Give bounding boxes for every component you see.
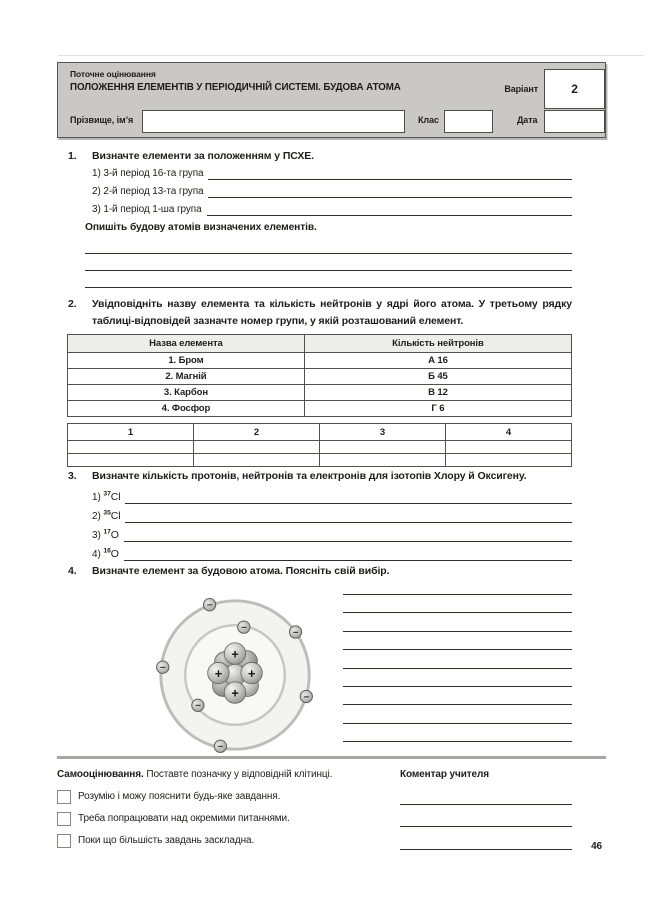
task-1-number: 1. <box>68 150 77 162</box>
answer-grid-cell[interactable] <box>68 441 194 454</box>
plus-icon: + <box>214 666 223 681</box>
task-1-item-text: 3) 1-й період 1-ша група <box>92 204 202 215</box>
task-3-item <box>92 545 572 564</box>
answer-ruled-line[interactable] <box>85 271 572 288</box>
minus-icon: − <box>206 600 213 612</box>
task-3-item <box>92 507 572 526</box>
matching-table-col2-header: Кількість нейтронів <box>304 335 571 353</box>
element-symbol: Cl <box>110 491 121 503</box>
item-prefix: 2) <box>92 511 101 522</box>
answer-grid-cell[interactable] <box>446 441 572 454</box>
variant-value-box <box>544 69 605 109</box>
answer-ruled-line[interactable] <box>343 586 572 595</box>
neutrons-cell: А 16 <box>304 353 571 369</box>
answer-grid-cell[interactable] <box>320 441 446 454</box>
name-label: Прізвище, ім’я <box>70 115 134 125</box>
element-symbol: Cl <box>110 510 121 522</box>
task-1-subtitle: Опишіть будову атомів визначених елементів. <box>85 222 317 233</box>
answer-grid-cell[interactable] <box>446 454 572 467</box>
worksheet-title: ПОЛОЖЕННЯ ЕЛЕМЕНТІВ У ПЕРІОДИЧНІЙ СИСТЕМІ. БУДОВА АТОМА <box>70 82 401 93</box>
section-divider <box>57 756 606 759</box>
minus-icon: − <box>195 700 201 712</box>
item-prefix: 3) <box>92 530 101 541</box>
element-cell: 4. Фосфор <box>68 401 305 417</box>
answer-ruled-line[interactable] <box>343 613 572 631</box>
answer-grid-header: 4 <box>446 424 572 441</box>
answer-blank-line[interactable] <box>124 545 572 561</box>
electron <box>157 661 169 674</box>
plus-icon: + <box>231 647 239 662</box>
electron <box>289 626 301 639</box>
page-number: 46 <box>591 841 602 852</box>
answer-ruled-line[interactable] <box>85 254 572 271</box>
self-assessment <box>57 768 387 856</box>
task-1-item <box>92 201 572 219</box>
answer-grid-header: 2 <box>194 424 320 441</box>
neutrons-cell: Г 6 <box>304 401 571 417</box>
answer-ruled-line[interactable] <box>343 632 572 650</box>
variant-value: 2 <box>571 82 578 96</box>
atom-diagram-svg <box>142 592 328 758</box>
task-1-item <box>92 183 572 201</box>
minus-icon: − <box>292 627 299 639</box>
electron <box>300 690 312 703</box>
task-2-number: 2. <box>68 298 77 310</box>
minus-icon: − <box>217 741 224 753</box>
element-symbol: O <box>110 548 119 560</box>
task-3-item <box>92 526 572 545</box>
name-input-box[interactable] <box>142 110 405 133</box>
teacher-comment-line[interactable] <box>400 782 572 805</box>
answer-grid <box>67 423 572 467</box>
minus-icon: − <box>240 622 247 634</box>
mass-number: 37 <box>103 490 111 498</box>
task-2 <box>57 296 572 467</box>
answer-ruled-line[interactable] <box>343 595 572 613</box>
task-1-item <box>92 165 572 183</box>
self-assessment-option <box>57 812 387 828</box>
electron <box>203 599 215 612</box>
table-row <box>68 353 572 369</box>
matching-table <box>67 334 572 417</box>
assessment-type-label: Поточне оцінювання <box>70 69 156 79</box>
minus-icon: − <box>159 662 166 674</box>
self-assessment-option <box>57 790 387 806</box>
neutrons-cell: В 12 <box>304 385 571 401</box>
task-4-number: 4. <box>68 565 77 577</box>
answer-grid-cell[interactable] <box>194 441 320 454</box>
task-1-answer-lines <box>85 237 572 288</box>
date-label: Дата <box>517 115 538 125</box>
task-3-item <box>92 488 572 507</box>
teacher-comment-line[interactable] <box>400 805 572 828</box>
option-label: Розумію і можу пояснити будь-яке завдання. <box>78 791 281 802</box>
plus-icon: + <box>231 686 239 701</box>
checkbox[interactable] <box>57 812 71 826</box>
date-input-box[interactable] <box>544 110 605 133</box>
task-1 <box>57 148 572 288</box>
item-prefix: 4) <box>92 549 101 560</box>
task-4-title: Визначте елемент за будовою атома. Поясніть свій вибір. <box>92 565 390 577</box>
item-prefix: 1) <box>92 492 101 503</box>
mass-number: 16 <box>103 547 111 555</box>
plus-icon: + <box>247 666 256 681</box>
task-4 <box>57 563 572 763</box>
answer-ruled-line[interactable] <box>343 687 572 705</box>
answer-grid-header: 1 <box>68 424 194 441</box>
element-symbol: O <box>110 529 119 541</box>
matching-table-col1-header: Назва елемента <box>68 335 305 353</box>
teacher-comment-label: Коментар учителя <box>400 769 489 780</box>
checkbox[interactable] <box>57 834 71 848</box>
self-assessment-instruction: Поставте позначку у відповідній клітинці. <box>146 769 333 780</box>
electron <box>238 621 250 634</box>
answer-blank-line[interactable] <box>207 201 572 216</box>
table-row <box>68 369 572 385</box>
option-label: Поки що більшість завдань заскладна. <box>78 835 255 846</box>
answer-grid-header: 3 <box>320 424 446 441</box>
element-cell: 1. Бром <box>68 353 305 369</box>
answer-ruled-line[interactable] <box>343 724 572 742</box>
header-box <box>57 62 606 138</box>
answer-ruled-line[interactable] <box>343 705 572 723</box>
task-1-item-text: 1) 3-й період 16-та група <box>92 168 204 179</box>
class-input-box[interactable] <box>444 110 493 133</box>
answer-blank-line[interactable] <box>125 488 572 504</box>
scan-artifact-line <box>58 55 644 56</box>
self-assessment-option <box>57 834 387 850</box>
answer-blank-line[interactable] <box>208 165 572 180</box>
task-4-answer-lines <box>343 586 572 763</box>
option-label: Треба попрацювати над окремими питаннями. <box>78 813 290 824</box>
self-assessment-title: Самооцінювання. <box>57 769 144 780</box>
atom-diagram <box>142 592 328 763</box>
answer-ruled-line[interactable] <box>343 669 572 687</box>
element-cell: 3. Карбон <box>68 385 305 401</box>
table-row <box>68 401 572 417</box>
minus-icon: − <box>303 691 310 703</box>
answer-ruled-line[interactable] <box>343 650 572 668</box>
task-2-title: Увідповідніть назву елемента та кількість нейтронів у ядрі його атома. У третьому рядку таблиці-відповідей зазначте номер групи, у якій розташований елемент. <box>92 298 572 327</box>
checkbox[interactable] <box>57 790 71 804</box>
answer-ruled-line[interactable] <box>85 237 572 254</box>
electron <box>214 740 226 753</box>
answer-blank-line[interactable] <box>208 183 572 198</box>
electron <box>192 699 204 712</box>
task-1-item-text: 2) 2-й період 13-та група <box>92 186 204 197</box>
neutrons-cell: Б 45 <box>304 369 571 385</box>
table-row <box>68 385 572 401</box>
answer-grid-cell[interactable] <box>194 454 320 467</box>
element-cell: 2. Магній <box>68 369 305 385</box>
task-3-number: 3. <box>68 470 77 482</box>
task-1-title: Визначте елементи за положенням у ПСХЕ. <box>92 150 314 162</box>
answer-blank-line[interactable] <box>125 507 572 523</box>
answer-blank-line[interactable] <box>124 526 572 542</box>
class-label: Клас <box>418 115 439 125</box>
mass-number: 35 <box>103 509 111 517</box>
task-3 <box>57 468 572 564</box>
variant-label: Варіант <box>504 84 538 94</box>
task-3-title: Визначте кількість протонів, нейтронів та електронів для ізотопів Хлору й Оксигену. <box>92 470 527 482</box>
mass-number: 17 <box>103 528 111 536</box>
answer-grid-cell[interactable] <box>320 454 446 467</box>
answer-grid-cell[interactable] <box>68 454 194 467</box>
answer-grid-row-groups <box>68 454 572 467</box>
answer-grid-row-letters <box>68 441 572 454</box>
teacher-comment <box>400 768 572 850</box>
